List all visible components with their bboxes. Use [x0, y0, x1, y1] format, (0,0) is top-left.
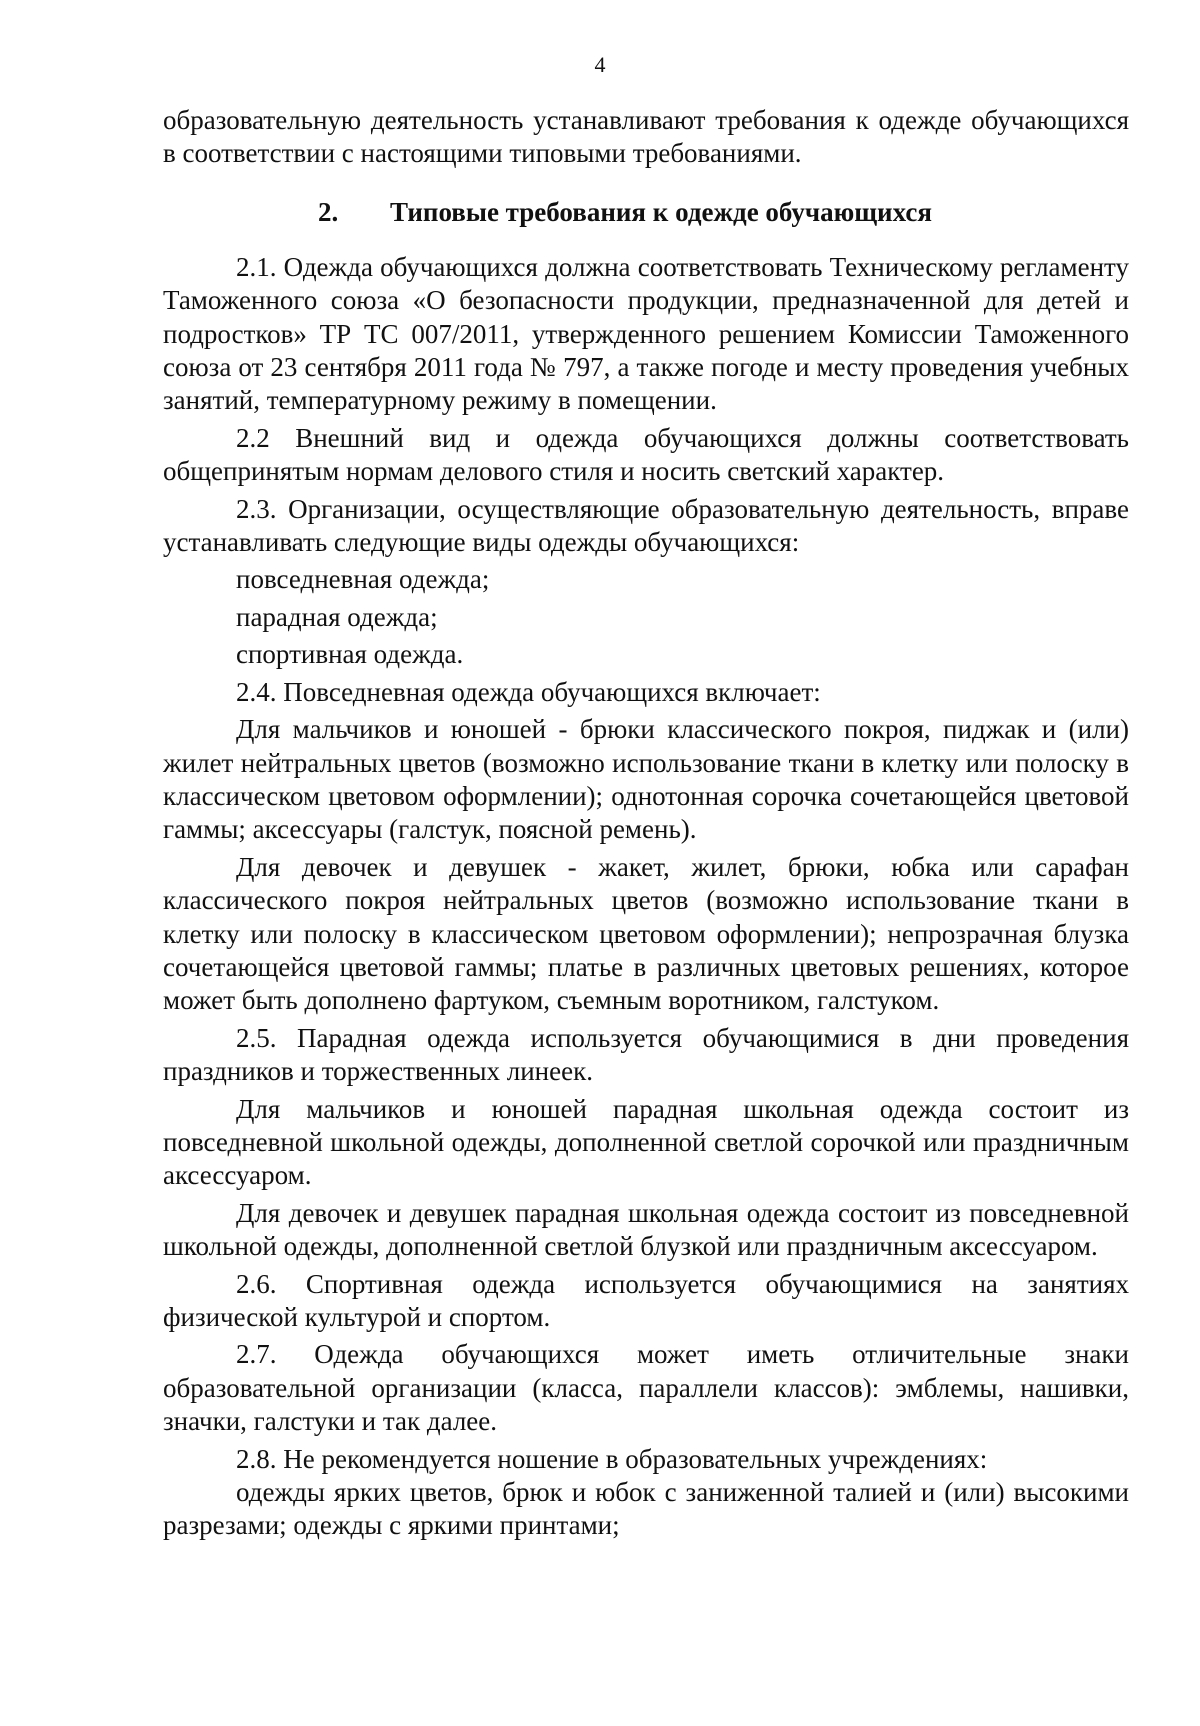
- page-number: 4: [594, 52, 606, 77]
- paragraph-2-4-girls: Для девочек и девушек - жакет, жилет, брюки, юбка или сарафан классического покроя нейтральных цветов (возможно использование ткани в клетку или полоску в классическом цветовом оформлении); непрозрачная блузка сочетающейся цветовой гаммы; платье в различных цветовых решениях, которое может быть дополнено фартуком, съемным воротником, галстуком.: [163, 851, 1129, 1016]
- section-title: Типовые требования к одежде обучающихся: [390, 196, 932, 227]
- paragraph-2-6: 2.6. Спортивная одежда используется обучающимися на занятиях физической культурой и спортом.: [163, 1268, 1129, 1332]
- paragraph-2-4: 2.4. Повседневная одежда обучающихся включает:: [236, 676, 821, 707]
- paragraph-2-8: 2.8. Не рекомендуется ношение в образовательных учреждениях:: [236, 1443, 988, 1474]
- paragraph-2-5-boys: Для мальчиков и юношей парадная школьная одежда состоит из повседневной школьной одежды, дополненной светлой сорочкой или праздничным аксессуаром.: [163, 1093, 1129, 1191]
- paragraph-2-3: 2.3. Организации, осуществляющие образовательную деятельность, вправе устанавливать следующие виды одежды обучающихся:: [163, 493, 1129, 558]
- document-body: [163, 104, 1129, 1543]
- section-number: 2.: [318, 196, 339, 227]
- paragraph-2-8-item: одежды ярких цветов, брюк и юбок с заниженной талией и (или) высокими разрезами; одежды с яркими принтами;: [163, 1477, 1129, 1541]
- list-item-formal: парадная одежда;: [236, 601, 438, 632]
- paragraph-2-1: 2.1. Одежда обучающихся должна соответствовать Техническому регламенту Таможенного союза «О безопасности продукции, предназначенной для детей и подростков» ТР ТС 007/2011, утвержденного решением Комиссии Таможенного союза от 23 сентября 2011 года № 797, а также погоде и месту проведения учебных занятий, температурному режиму в помещении.: [163, 251, 1129, 416]
- paragraph-2-7: 2.7. Одежда обучающихся может иметь отличительные знаки образовательной организации (класса, параллели классов): эмблемы, нашивки, значки, галстуки и так далее.: [163, 1339, 1129, 1437]
- paragraph-2-5-girls: Для девочек и девушек парадная школьная одежда состоит из повседневной школьной одежды, дополненной светлой блузкой или праздничным аксессуаром.: [163, 1197, 1129, 1262]
- paragraph-2-5: 2.5. Парадная одежда используется обучающимися в дни проведения праздников и торжественных линеек.: [163, 1022, 1129, 1087]
- paragraph-2-4-boys: Для мальчиков и юношей - брюки классического покроя, пиджак и (или) жилет нейтральных цветов (возможно использование ткани в клетку или полоску в классическом цветовом оформлении); однотонная сорочка сочетающейся цветовой гаммы; аксессуары (галстук, поясной ремень).: [163, 714, 1129, 845]
- intro-paragraph: образовательную деятельность устанавливают требования к одежде обучающихся в соответствии с настоящими типовыми требованиями.: [163, 105, 1129, 169]
- paragraph-2-2: 2.2 Внешний вид и одежда обучающихся должны соответствовать общепринятым нормам делового стиля и носить светский характер.: [163, 422, 1129, 487]
- list-item-everyday: повседневная одежда;: [236, 564, 490, 595]
- section-heading: [163, 195, 1129, 229]
- list-item-sport: спортивная одежда.: [236, 639, 464, 670]
